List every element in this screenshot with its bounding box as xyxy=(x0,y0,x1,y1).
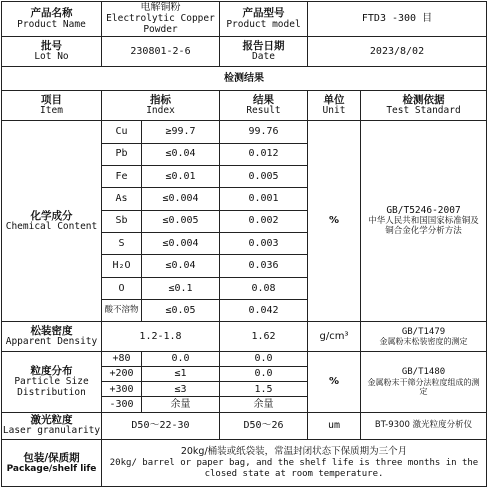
particle-result: 0.0 xyxy=(220,351,308,366)
chem-element: Fe xyxy=(102,165,142,187)
col-item-cn: 项目 xyxy=(41,93,62,106)
chemical-label-en: Chemical Content xyxy=(5,220,98,232)
section-title-row xyxy=(2,67,487,90)
col-index-cn: 指标 xyxy=(150,93,171,106)
chem-result: 0.08 xyxy=(220,277,308,299)
laser-row xyxy=(2,412,487,439)
package-label-cn: 包装/保质期 xyxy=(23,451,80,464)
chem-index: ≤0.004 xyxy=(142,232,220,254)
laser-unit: um xyxy=(308,412,361,439)
particle-index: 余量 xyxy=(142,397,220,412)
chemical-unit: % xyxy=(308,121,361,322)
chemical-standard-code: GB/T5246-2007 xyxy=(386,205,461,216)
laser-label-cn: 激光粒度 xyxy=(30,414,73,427)
col-item xyxy=(2,90,102,120)
laser-label xyxy=(2,412,102,439)
col-result xyxy=(220,90,308,120)
particle-index: ≤3 xyxy=(142,382,220,397)
particle-result: 0.0 xyxy=(220,366,308,381)
density-standard-desc: 金属粉末松装密度的测定 xyxy=(379,337,468,347)
density-label xyxy=(2,322,102,351)
col-index-en: Index xyxy=(146,105,175,117)
chem-result: 0.005 xyxy=(220,165,308,187)
laser-result: D50～26 xyxy=(220,412,308,439)
product-model-en: Product model xyxy=(226,18,301,30)
date-value: 2023/8/02 xyxy=(308,36,487,66)
chem-element: H₂O xyxy=(102,255,142,277)
chem-result: 0.012 xyxy=(220,143,308,165)
chem-result: 0.036 xyxy=(220,255,308,277)
chem-element: Cu xyxy=(102,121,142,143)
header-row-lot xyxy=(2,36,487,66)
chem-index: ≥99.7 xyxy=(142,121,220,143)
package-label xyxy=(2,440,102,487)
chem-index: ≤0.04 xyxy=(142,143,220,165)
product-name-value-en: Electrolytic Copper Powder xyxy=(106,12,215,35)
chemical-standard-desc: 中华人民共和国国家标准铜及铜合金化学分析方法 xyxy=(368,215,479,236)
particle-standard xyxy=(361,351,487,412)
density-standard xyxy=(361,322,487,351)
chemical-standard xyxy=(361,121,487,322)
chem-result: 0.002 xyxy=(220,210,308,232)
chemical-label-cn: 化学成分 xyxy=(30,209,73,222)
col-item-en: Item xyxy=(40,105,63,117)
col-index xyxy=(102,90,220,120)
section-title: 检测结果 xyxy=(2,67,487,90)
chem-index: ≤0.005 xyxy=(142,210,220,232)
chem-element: S xyxy=(102,232,142,254)
date-en: Date xyxy=(252,51,275,63)
lot-en: Lot No xyxy=(34,51,69,63)
chem-index: ≤0.04 xyxy=(142,255,220,277)
package-line-3: closed state at room temperature. xyxy=(204,468,384,479)
product-model-label xyxy=(220,2,308,37)
product-name-cn: 产品名称 xyxy=(30,7,73,20)
density-label-cn: 松装密度 xyxy=(30,325,73,338)
particle-unit: % xyxy=(308,351,361,412)
particle-label-en-2: Distribution xyxy=(17,386,86,398)
package-text xyxy=(102,440,487,487)
density-index: 1.2-1.8 xyxy=(102,322,220,351)
product-name-value-cn: 电解铜粉 xyxy=(140,2,181,14)
chem-index: ≤0.05 xyxy=(142,299,220,321)
product-name-en: Product Name xyxy=(17,18,86,30)
lot-cn: 批号 xyxy=(41,40,62,53)
particle-mesh: -300 xyxy=(102,397,142,412)
chem-index: ≤0.1 xyxy=(142,277,220,299)
particle-row xyxy=(2,351,487,366)
package-line-1: 20kg/桶装或纸袋装，常温封闭状态下保质期为三个月 xyxy=(180,446,408,458)
chem-element: O xyxy=(102,277,142,299)
quality-report-table xyxy=(1,1,487,487)
particle-result: 1.5 xyxy=(220,382,308,397)
col-standard-cn: 检测依据 xyxy=(402,93,445,106)
particle-mesh: +200 xyxy=(102,366,142,381)
product-model-cn: 产品型号 xyxy=(242,7,285,20)
col-result-en: Result xyxy=(246,105,281,117)
chem-index: ≤0.004 xyxy=(142,188,220,210)
header-row-product xyxy=(2,2,487,37)
col-unit-cn: 单位 xyxy=(323,93,345,106)
particle-standard-code: GB/T1480 xyxy=(401,367,446,378)
particle-result: 余量 xyxy=(220,397,308,412)
package-label-en: Package/shelf life xyxy=(6,463,97,474)
lot-value: 230801-2-6 xyxy=(102,36,220,66)
particle-mesh: +80 xyxy=(102,351,142,366)
particle-label-en-1: Particle Size xyxy=(14,375,89,387)
chem-result: 0.001 xyxy=(220,188,308,210)
column-header-row xyxy=(2,90,487,120)
laser-label-en: Laser granularity xyxy=(2,425,101,437)
particle-mesh: +300 xyxy=(102,382,142,397)
col-standard-en: Test Standard xyxy=(386,105,461,117)
density-result: 1.62 xyxy=(220,322,308,351)
chem-result: 0.003 xyxy=(220,232,308,254)
package-line-2: 20kg/ barrel or paper bag, and the shelf life is three months in the xyxy=(109,458,479,469)
date-cn: 报告日期 xyxy=(242,40,285,53)
chem-result: 0.042 xyxy=(220,299,308,321)
package-row xyxy=(2,440,487,487)
particle-index: 0.0 xyxy=(142,351,220,366)
chem-element: Pb xyxy=(102,143,142,165)
laser-index: D50～22-30 xyxy=(102,412,220,439)
product-name-label xyxy=(2,2,102,37)
chem-result: 99.76 xyxy=(220,121,308,143)
chemical-label xyxy=(2,121,102,322)
product-name-value xyxy=(102,2,220,37)
chem-row xyxy=(2,121,487,143)
date-label xyxy=(220,36,308,66)
density-row xyxy=(2,322,487,351)
col-unit-en: Unit xyxy=(322,105,346,117)
density-label-en: Apparent Density xyxy=(5,336,98,348)
laser-standard: BT-9300 激光粒度分析仪 xyxy=(361,412,487,439)
chem-element: Sb xyxy=(102,210,142,232)
col-standard xyxy=(361,90,487,120)
lot-label xyxy=(2,36,102,66)
col-unit xyxy=(308,90,361,120)
chem-element: 酸不溶物 xyxy=(102,299,142,321)
chem-element: As xyxy=(102,188,142,210)
density-standard-code: GB/T1479 xyxy=(401,326,446,337)
particle-standard-desc: 金属粉末干筛分法粒度组成的测定 xyxy=(367,377,480,396)
particle-label-cn: 粒度分布 xyxy=(30,364,73,377)
product-model-value: FTD3 -300 目 xyxy=(308,2,487,37)
chem-index: ≤0.01 xyxy=(142,165,220,187)
particle-label xyxy=(2,351,102,412)
col-result-cn: 结果 xyxy=(253,93,274,106)
particle-index: ≤1 xyxy=(142,366,220,381)
density-unit: g/cm³ xyxy=(308,322,361,351)
